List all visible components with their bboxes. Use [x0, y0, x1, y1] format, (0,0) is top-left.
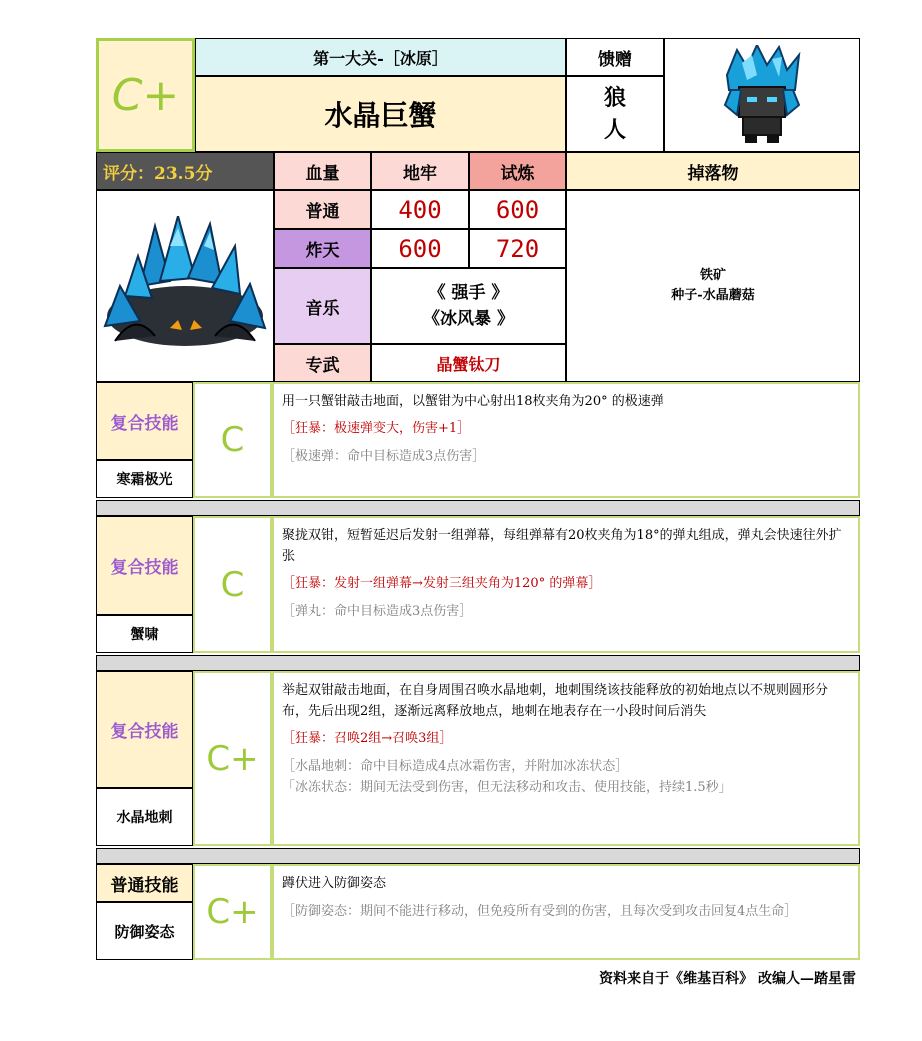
drops-list: [566, 190, 860, 382]
weapon-label: 专武: [274, 344, 371, 382]
source-credit: 资料来自于《维基百科》 改编人—踏星雷: [599, 971, 856, 987]
score-bar: 评分：23.5分: [96, 152, 274, 190]
boss-name: 水晶巨蟹: [195, 76, 566, 152]
skill-3-type: 复合技能: [96, 671, 193, 788]
separator: [96, 500, 860, 516]
skill-3-rage: ［狂暴：召唤2组→召唤3组］: [282, 731, 453, 746]
row-explosive-label: 炸天: [274, 229, 371, 268]
skill-3-description: 举起双钳敲击地面，在自身周围召唤水晶地刺，地刺围绕该技能释放的初始地点以不规则圆形分布，先后出现2组，逐渐远离释放地点，地刺在地表存在一小段时间后消失: [282, 683, 829, 719]
skill-3-note-freeze: 「冰冻状态：期间无法受到伤害，但无法移动和攻击、使用技能，持续1.5秒」: [282, 780, 732, 795]
skill-4-details: [272, 864, 860, 960]
skill-1-grade: C: [193, 382, 272, 498]
skill-4-type: 普通技能: [96, 864, 193, 902]
werewolf-icon: [717, 45, 807, 145]
weapon-value: 晶蟹钛刀: [371, 344, 566, 382]
skill-4-grade: C+: [193, 864, 272, 960]
skill-3-note: ［水晶地刺：命中目标造成4点冰霜伤害，并附加冰冻状态］: [282, 759, 629, 774]
skill-4-note: ［防御姿态：期间不能进行移动，但免疫所有受到的伤害，且每次受到攻击回复4点生命］: [282, 904, 798, 919]
skill-3-details: [272, 671, 860, 846]
music-track-1: 《 强手 》: [428, 283, 509, 303]
gift-value: 狼人: [566, 76, 664, 152]
drops-header: 掉落物: [566, 152, 860, 190]
skill-2-description: 聚拢双钳，短暂延迟后发射一组弹幕，每组弹幕有20枚夹角为18°的弹丸组成，弹丸会快速往外扩张: [282, 528, 842, 564]
skill-1-rage: ［狂暴：极速弹变大，伤害+1］: [282, 421, 471, 436]
drop-item: 铁矿: [699, 268, 726, 283]
normal-trial-hp: 600: [469, 190, 566, 229]
explosive-dungeon-hp: 600: [371, 229, 469, 268]
hp-header: 血量: [274, 152, 371, 190]
werewolf-portrait: [664, 38, 860, 152]
dungeon-header: 地牢: [371, 152, 469, 190]
skill-1-note: ［极速弹：命中目标造成3点伤害］: [282, 449, 486, 464]
skill-3-name: 水晶地刺: [96, 788, 193, 846]
skill-1-name: 寒霜极光: [96, 460, 193, 498]
separator: [96, 848, 860, 864]
music-track-2: 《冰风暴 》: [423, 309, 514, 329]
skill-2-note: ［弹丸：命中目标造成3点伤害］: [282, 604, 473, 619]
boss-grade: C+: [96, 38, 195, 152]
skill-1-description: 用一只蟹钳敲击地面，以蟹钳为中心射出18枚夹角为20° 的极速弹: [282, 394, 664, 409]
skill-2-rage: ［狂暴：发射一组弹幕→发射三组夹角为120° 的弹幕］: [282, 576, 602, 591]
trial-header: 试炼: [469, 152, 566, 190]
row-normal-label: 普通: [274, 190, 371, 229]
music-tracks: [371, 268, 566, 344]
gift-label: 馈赠: [566, 38, 664, 76]
skill-2-details: [272, 516, 860, 653]
skill-4-description: 蹲伏进入防御姿态: [282, 876, 387, 891]
skill-1-details: [272, 382, 860, 498]
crystal-crab-icon: [100, 216, 270, 356]
stage-title: 第一大关-［冰原］: [195, 38, 566, 76]
music-label: 音乐: [274, 268, 371, 344]
skill-3-grade: C+: [193, 671, 272, 846]
separator: [96, 655, 860, 671]
skill-1-type: 复合技能: [96, 382, 193, 460]
normal-dungeon-hp: 400: [371, 190, 469, 229]
skill-4-name: 防御姿态: [96, 902, 193, 960]
skill-2-name: 蟹啸: [96, 615, 193, 653]
drop-item: 种子-水晶蘑菇: [671, 288, 755, 303]
boss-portrait: [96, 190, 274, 382]
skill-2-type: 复合技能: [96, 516, 193, 615]
skill-2-grade: C: [193, 516, 272, 653]
explosive-trial-hp: 720: [469, 229, 566, 268]
